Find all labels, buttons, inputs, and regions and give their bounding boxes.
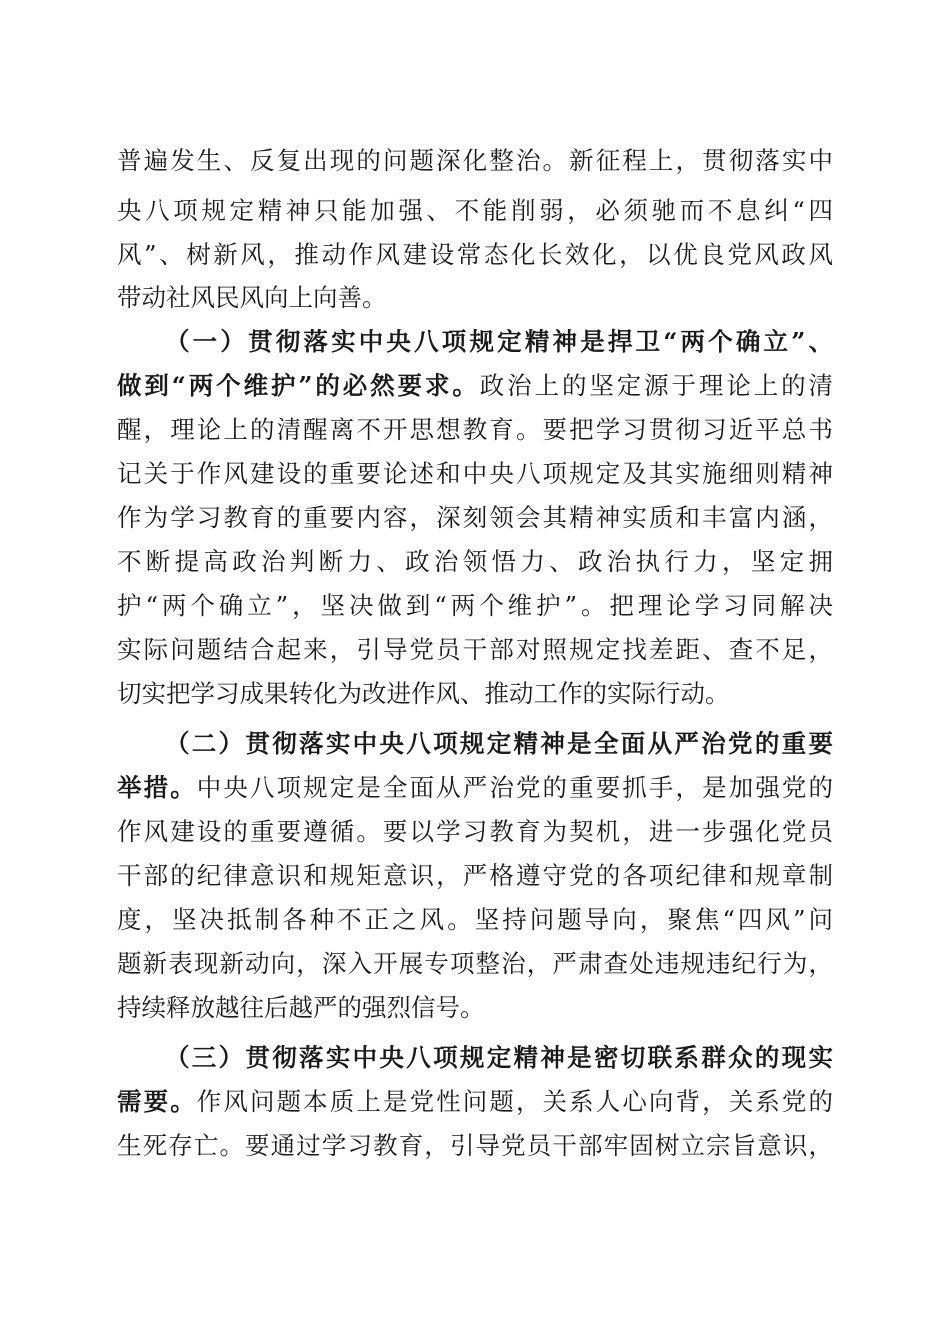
- paragraph-1-line-2: [117, 191, 833, 231]
- text-run: 持续释放越往后越严的强烈信号。: [117, 993, 485, 1022]
- text-run: 中央八项规定是全面从严治党的重要抓手，是加强党的: [196, 773, 834, 802]
- text-run: 题新表现新动向，深入开展专项整治，严肃查处违规违纪行为，: [117, 949, 833, 978]
- text-run: 护“两个确立”，坚决做到“两个维护”。把理论学习同解决: [117, 591, 833, 620]
- paragraph-3-line-7: [117, 988, 833, 1028]
- text-run: 带动社风民风向上向善。: [117, 283, 387, 312]
- paragraph-2-line-8: [117, 630, 833, 670]
- section-heading: （三）贯彻落实中央八项规定精神是密切联系群众的现实: [165, 1043, 833, 1072]
- text-run: 实际问题结合起来，引导党员干部对照规定找差距、查不足，: [117, 635, 833, 664]
- text-run: 作为学习教育的重要内容，深刻领会其精神实质和丰富内涵，: [117, 503, 833, 532]
- text-run: 政治上的坚定源于理论上的清: [479, 371, 834, 400]
- paragraph-2-line-6: [117, 542, 833, 582]
- paragraph-1-line-3: [117, 235, 833, 275]
- text-run: 记关于作风建设的重要论述和中央八项规定及其实施细则精神: [117, 459, 833, 488]
- text-run: 不断提高政治判断力、政治领悟力、政治执行力，坚定拥: [117, 547, 833, 576]
- paragraph-1-line-4: [117, 278, 833, 318]
- text-run: 度，坚决抵制各种不正之风。坚持问题导向，聚焦“四风”问: [117, 905, 833, 934]
- paragraph-2-line-3: [117, 410, 833, 450]
- paragraph-3-line-4: [117, 856, 833, 896]
- text-run: 普遍发生、反复出现的问题深化整治。新征程上，贯彻落实中: [117, 146, 833, 175]
- section-heading-continued: 举措。: [117, 773, 197, 802]
- paragraph-3-line-3: [117, 812, 833, 852]
- section-heading: （二）贯彻落实中央八项规定精神是全面从严治党的重要: [165, 729, 833, 758]
- paragraph-4-line-3: [117, 1126, 833, 1166]
- section-heading-continued: 做到“两个维护”的必然要求。: [117, 371, 480, 400]
- section-heading-continued: 需要。: [117, 1087, 197, 1116]
- text-run: 作风问题本质上是党性问题，关系人心向背，关系党的: [196, 1087, 834, 1116]
- text-run: 作风建设的重要遵循。要以学习教育为契机，进一步强化党员: [117, 817, 833, 846]
- paragraph-1-line-1: [117, 141, 833, 181]
- paragraph-2-line-2: [117, 366, 833, 406]
- text-run: 切实把学习成果转化为改进作风、推动工作的实际行动。: [117, 679, 730, 708]
- paragraph-4-line-2: [117, 1082, 833, 1122]
- section-heading: （一）贯彻落实中央八项规定精神是捍卫“两个确立”、: [165, 327, 833, 356]
- paragraph-2-line-9: [117, 674, 833, 714]
- paragraph-2-line-1: [165, 322, 833, 362]
- paragraph-3-line-2: [117, 768, 833, 808]
- paragraph-3-line-5: [117, 900, 833, 940]
- text-run: 醒，理论上的清醒离不开思想教育。要把学习贯彻习近平总书: [117, 415, 833, 444]
- paragraph-3-line-6: [117, 944, 833, 984]
- paragraph-2-line-4: [117, 454, 833, 494]
- text-run: 干部的纪律意识和规矩意识，严格遵守党的各项纪律和规章制: [117, 861, 833, 890]
- text-run: 生死存亡。要通过学习教育，引导党员干部牢固树立宗旨意识，: [117, 1131, 833, 1160]
- paragraph-3-line-1: [165, 724, 833, 764]
- text-run: 风”、树新风，推动作风建设常态化长效化，以优良党风政风: [117, 240, 833, 269]
- paragraph-2-line-5: [117, 498, 833, 538]
- paragraph-4-line-1: [165, 1038, 833, 1078]
- text-run: 央八项规定精神只能加强、不能削弱，必须驰而不息纠“四: [117, 196, 833, 225]
- paragraph-2-line-7: [117, 586, 833, 626]
